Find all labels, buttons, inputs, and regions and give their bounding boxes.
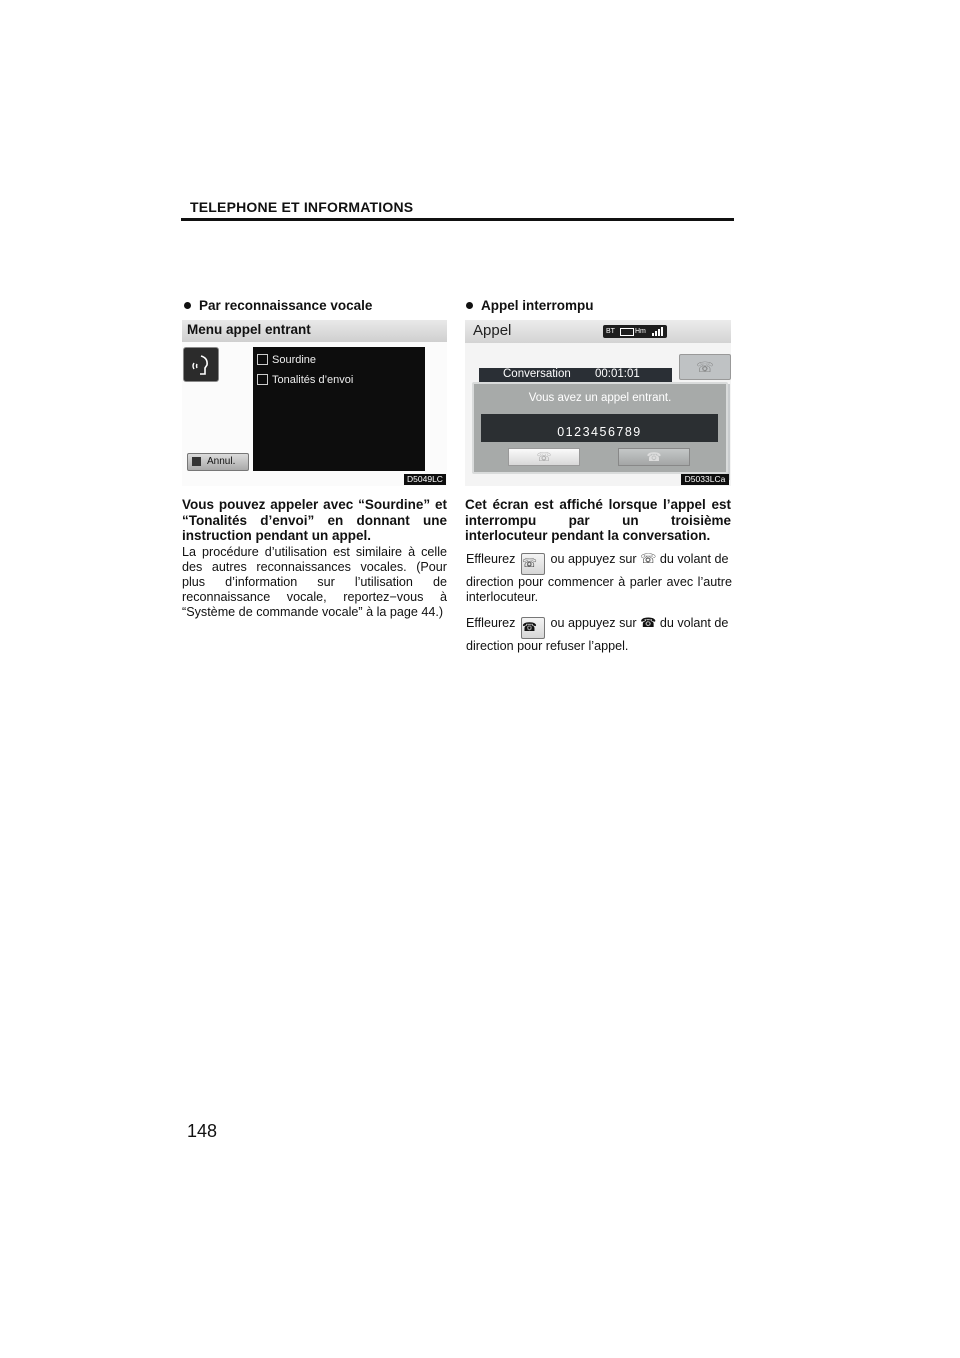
call-timer: 00:01:01 (595, 368, 640, 380)
left-bullet-text: Par reconnaissance vocale (199, 298, 373, 313)
header-rule (181, 218, 734, 221)
page-number: 148 (187, 1121, 218, 1141)
home-network-label: Hm (635, 328, 646, 335)
call-screen-screenshot (465, 320, 731, 486)
para-text: direction pour commencer à parler avec l’autre interlocuteur. (466, 575, 732, 604)
caller-number: 0123456789 (481, 414, 718, 442)
list-item-label: Tonalités d’envoi (272, 374, 354, 386)
screen-title-bar (465, 320, 731, 343)
bluetooth-label: BT (606, 328, 615, 335)
cancel-label: Annul. (207, 456, 236, 467)
voice-command-icon[interactable] (183, 347, 219, 382)
image-code: D5049LC (404, 474, 446, 485)
para-text: ou appuyez sur (550, 616, 637, 630)
off-hook-button[interactable]: ☏ (508, 448, 580, 466)
screen-title: Appel (473, 322, 512, 339)
image-code: D5033LCa (681, 474, 729, 485)
bullet-icon (184, 302, 191, 309)
para-text: Effleurez (466, 552, 516, 566)
left-heading: Vous pouvez appeler avec “Sourdine” et “Tonalités d’envoi” en donnant une instruction pendant un appel. (182, 497, 447, 543)
signal-icon (651, 327, 663, 341)
right-para-2 (466, 615, 732, 654)
on-hook-switch-icon: ☎ (640, 615, 657, 630)
hang-up-icon[interactable]: ☏ (679, 354, 731, 380)
right-bullet-text: Appel interrompu (481, 298, 594, 313)
cancel-button[interactable] (187, 453, 249, 471)
on-hook-button-icon: ☎ (521, 617, 545, 639)
screen-title: Menu appel entrant (187, 322, 311, 337)
right-bullet-heading (466, 298, 594, 313)
voice-tag-icon (257, 354, 268, 365)
screen-title-bar (182, 320, 447, 342)
para-text: direction pour refuser l’appel. (466, 639, 629, 653)
conversation-label: Conversation (503, 368, 571, 380)
list-item-label: Sourdine (272, 354, 317, 366)
on-hook-button[interactable]: ☎ (618, 448, 690, 466)
list-item[interactable] (257, 354, 316, 370)
voice-tag-icon (257, 374, 268, 385)
left-bullet-heading (184, 298, 372, 313)
voice-menu-screenshot (182, 320, 447, 486)
para-text: du volant de (659, 616, 729, 630)
off-hook-button-icon: ☏ (521, 553, 545, 575)
conversation-bar (479, 368, 672, 382)
status-indicators (603, 325, 667, 338)
section-header: TELEPHONE ET INFORMATIONS (190, 199, 414, 215)
voice-command-list (253, 347, 425, 471)
off-hook-switch-icon: ☏ (640, 551, 657, 566)
incoming-call-dialog (472, 382, 728, 474)
voice-tag-icon (192, 457, 201, 466)
right-heading: Cet écran est affiché lorsque l’appel est interrompu par un troisième interlocuteur pendant la conversation. (465, 497, 731, 543)
bullet-icon (466, 302, 473, 309)
para-text: Effleurez (466, 616, 516, 630)
battery-icon (620, 328, 634, 336)
para-text: ou appuyez sur (550, 552, 637, 566)
right-para-1 (466, 551, 732, 605)
para-text: du volant de (659, 552, 729, 566)
list-item[interactable] (257, 374, 353, 390)
dialog-message: Vous avez un appel entrant. (528, 392, 672, 404)
left-body: La procédure d’utilisation est similaire à celle des autres reconnaissances vocales. (Pour plus d’information sur l’utilisation de reconnaissance vocale, reportez−vous à “Système de commande vocale” à la page 44.) (182, 545, 447, 619)
